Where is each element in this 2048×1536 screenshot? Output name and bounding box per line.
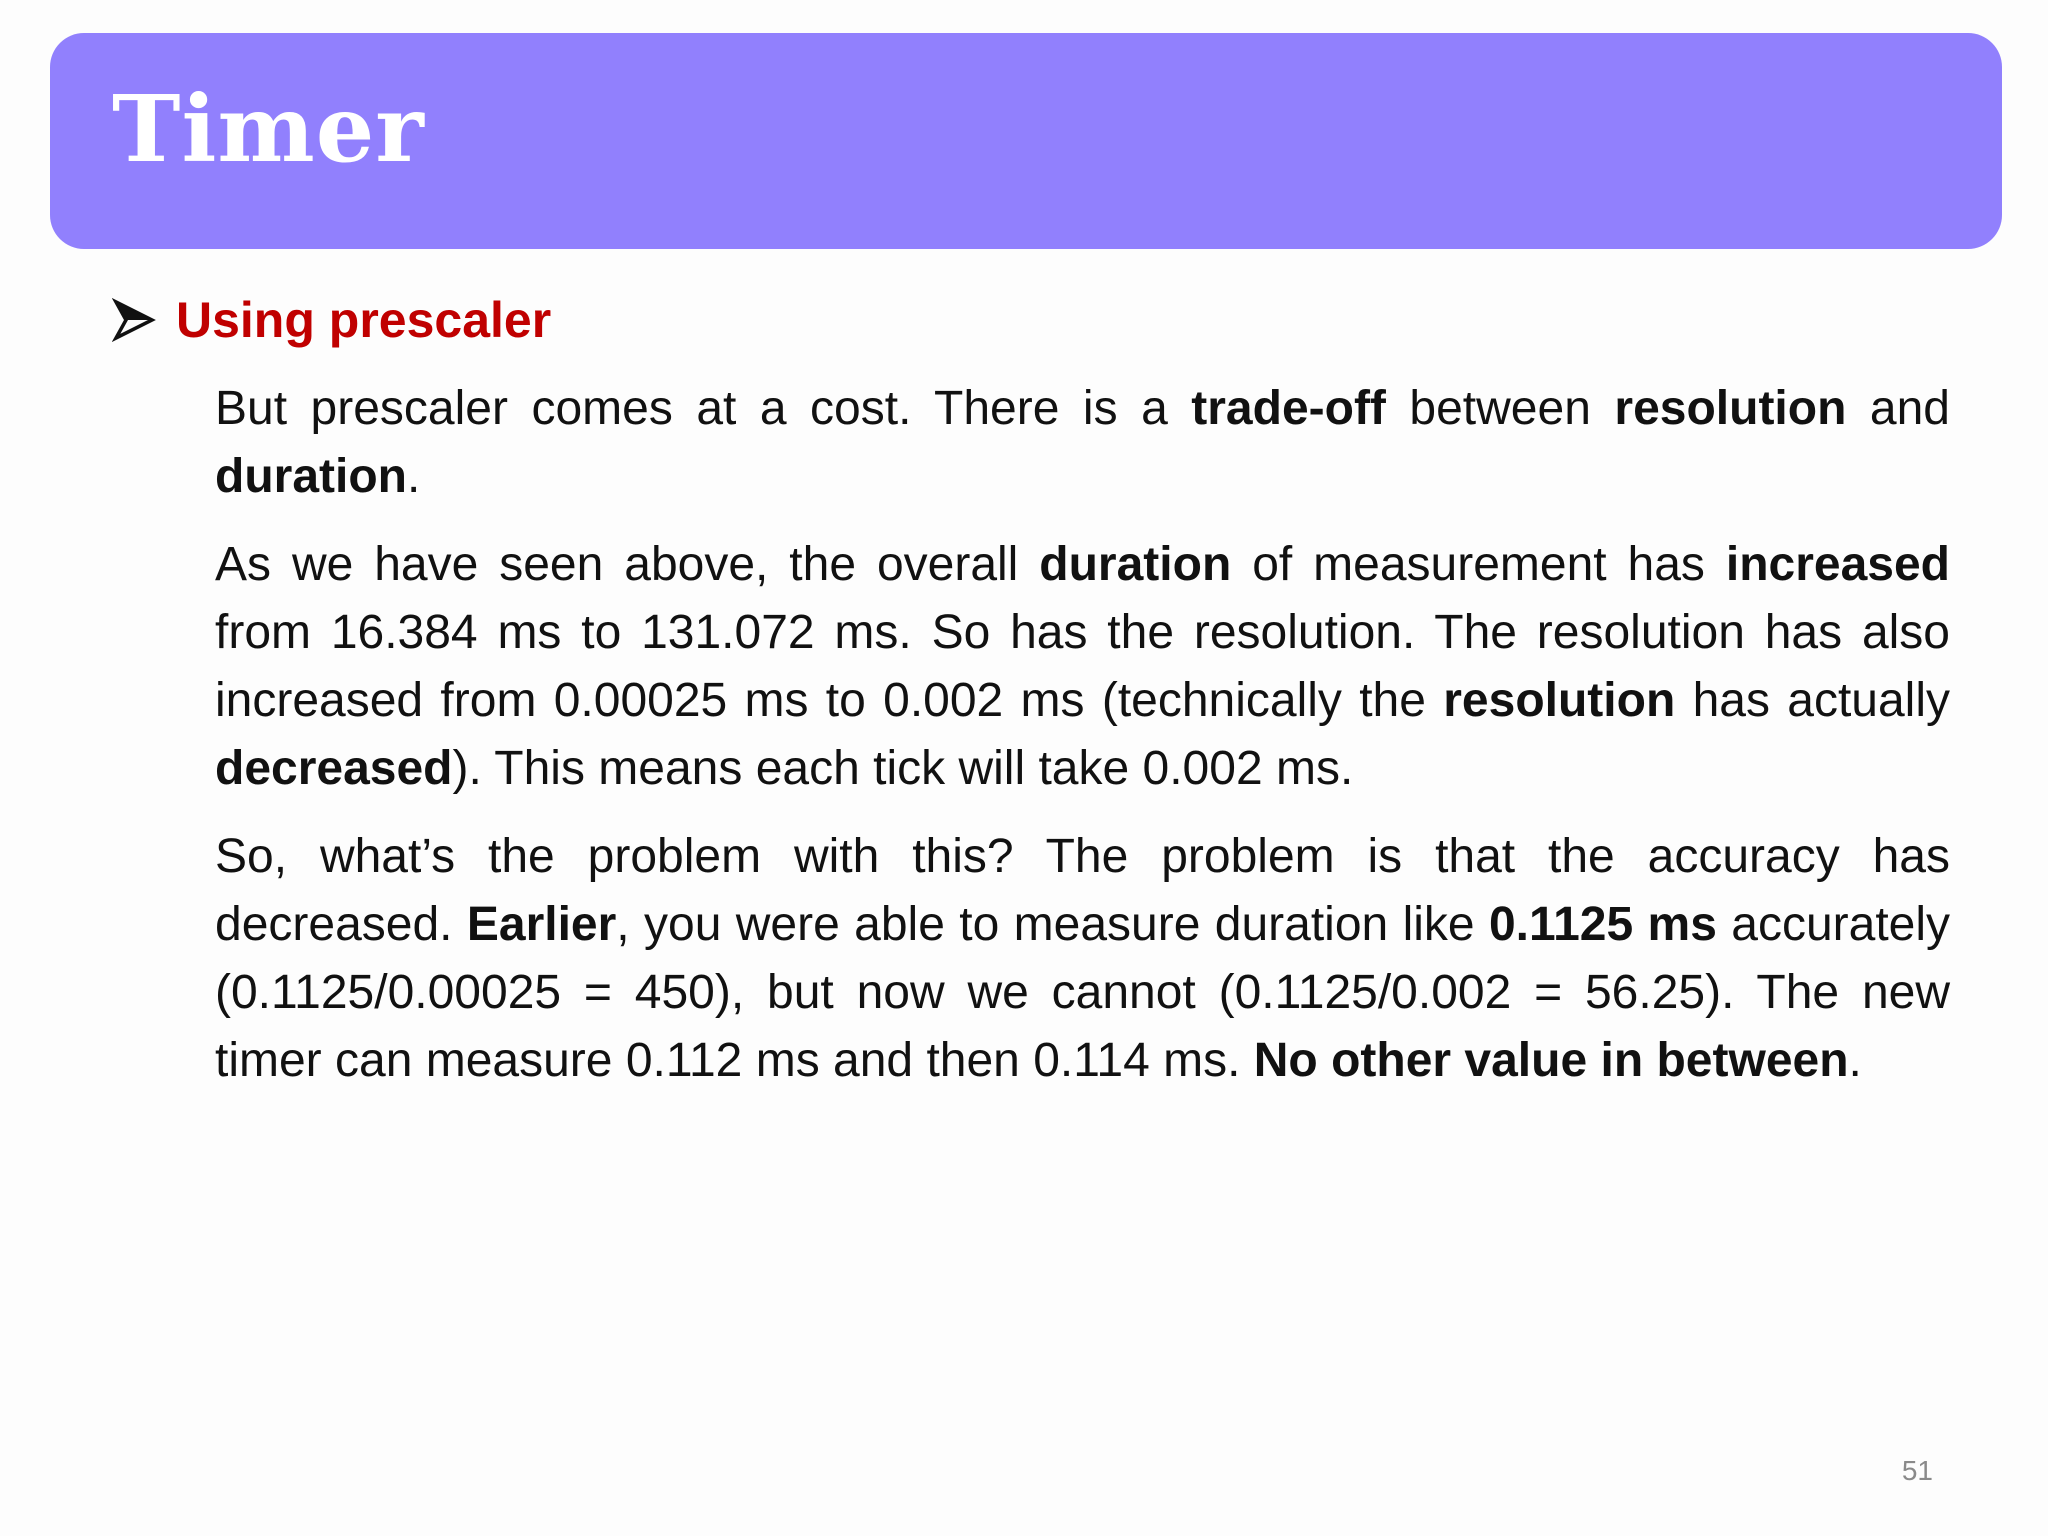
text-run: ). This means each tick will take 0.002 ms. <box>452 742 1354 795</box>
text-run: of measurement has <box>1231 538 1726 591</box>
slide-title: Timer <box>112 75 425 183</box>
bold-run: Earlier <box>466 898 617 951</box>
text-run: . <box>406 450 421 503</box>
title-bar <box>50 33 2002 249</box>
bold-run: duration <box>1039 538 1232 591</box>
text-run: between <box>1385 382 1615 435</box>
bold-run: increased <box>1725 538 1950 591</box>
text-run: But prescaler comes at a cost. There is a <box>215 382 1192 435</box>
bullet-heading: Using prescaler <box>176 292 552 348</box>
arrow-bullet-icon <box>112 298 156 342</box>
text-run: So, what’s the problem with this? The problem is that the accuracy has decreased. <box>215 830 1950 951</box>
bold-run: decreased <box>215 742 453 795</box>
bold-run: No other value in between <box>1253 1034 1849 1087</box>
text-run: , you were able to measure duration like <box>616 898 1489 951</box>
bold-run: resolution <box>1614 382 1847 435</box>
text-run: has actually <box>1675 674 1951 727</box>
text-run: from 16.384 ms to 131.072 ms. So has the resolution. The resolution has also increased from 0.00025 ms to 0.002 ms (technically the <box>215 606 1950 727</box>
text-run: As we have seen above, the overall <box>215 538 1040 591</box>
paragraph-tradeoff <box>215 375 1950 511</box>
text-run: . <box>1848 1034 1862 1087</box>
paragraph-duration <box>215 531 1950 803</box>
bold-run: trade-off <box>1191 382 1386 435</box>
bold-run: duration <box>215 450 407 503</box>
bold-run: 0.1125 ms <box>1488 898 1717 951</box>
text-run: and <box>1846 382 1950 435</box>
text-run: accurately (0.1125/0.00025 = 450), but now we cannot (0.1125/0.002 = 56.25). The new timer can measure 0.112 ms and then 0.114 ms. <box>215 898 1951 1087</box>
page-number: 51 <box>1901 1455 1933 1486</box>
paragraph-accuracy <box>215 823 1950 1095</box>
slide-body <box>215 375 1950 1115</box>
bold-run: resolution <box>1443 674 1676 727</box>
bullet-heading-row <box>112 290 551 350</box>
